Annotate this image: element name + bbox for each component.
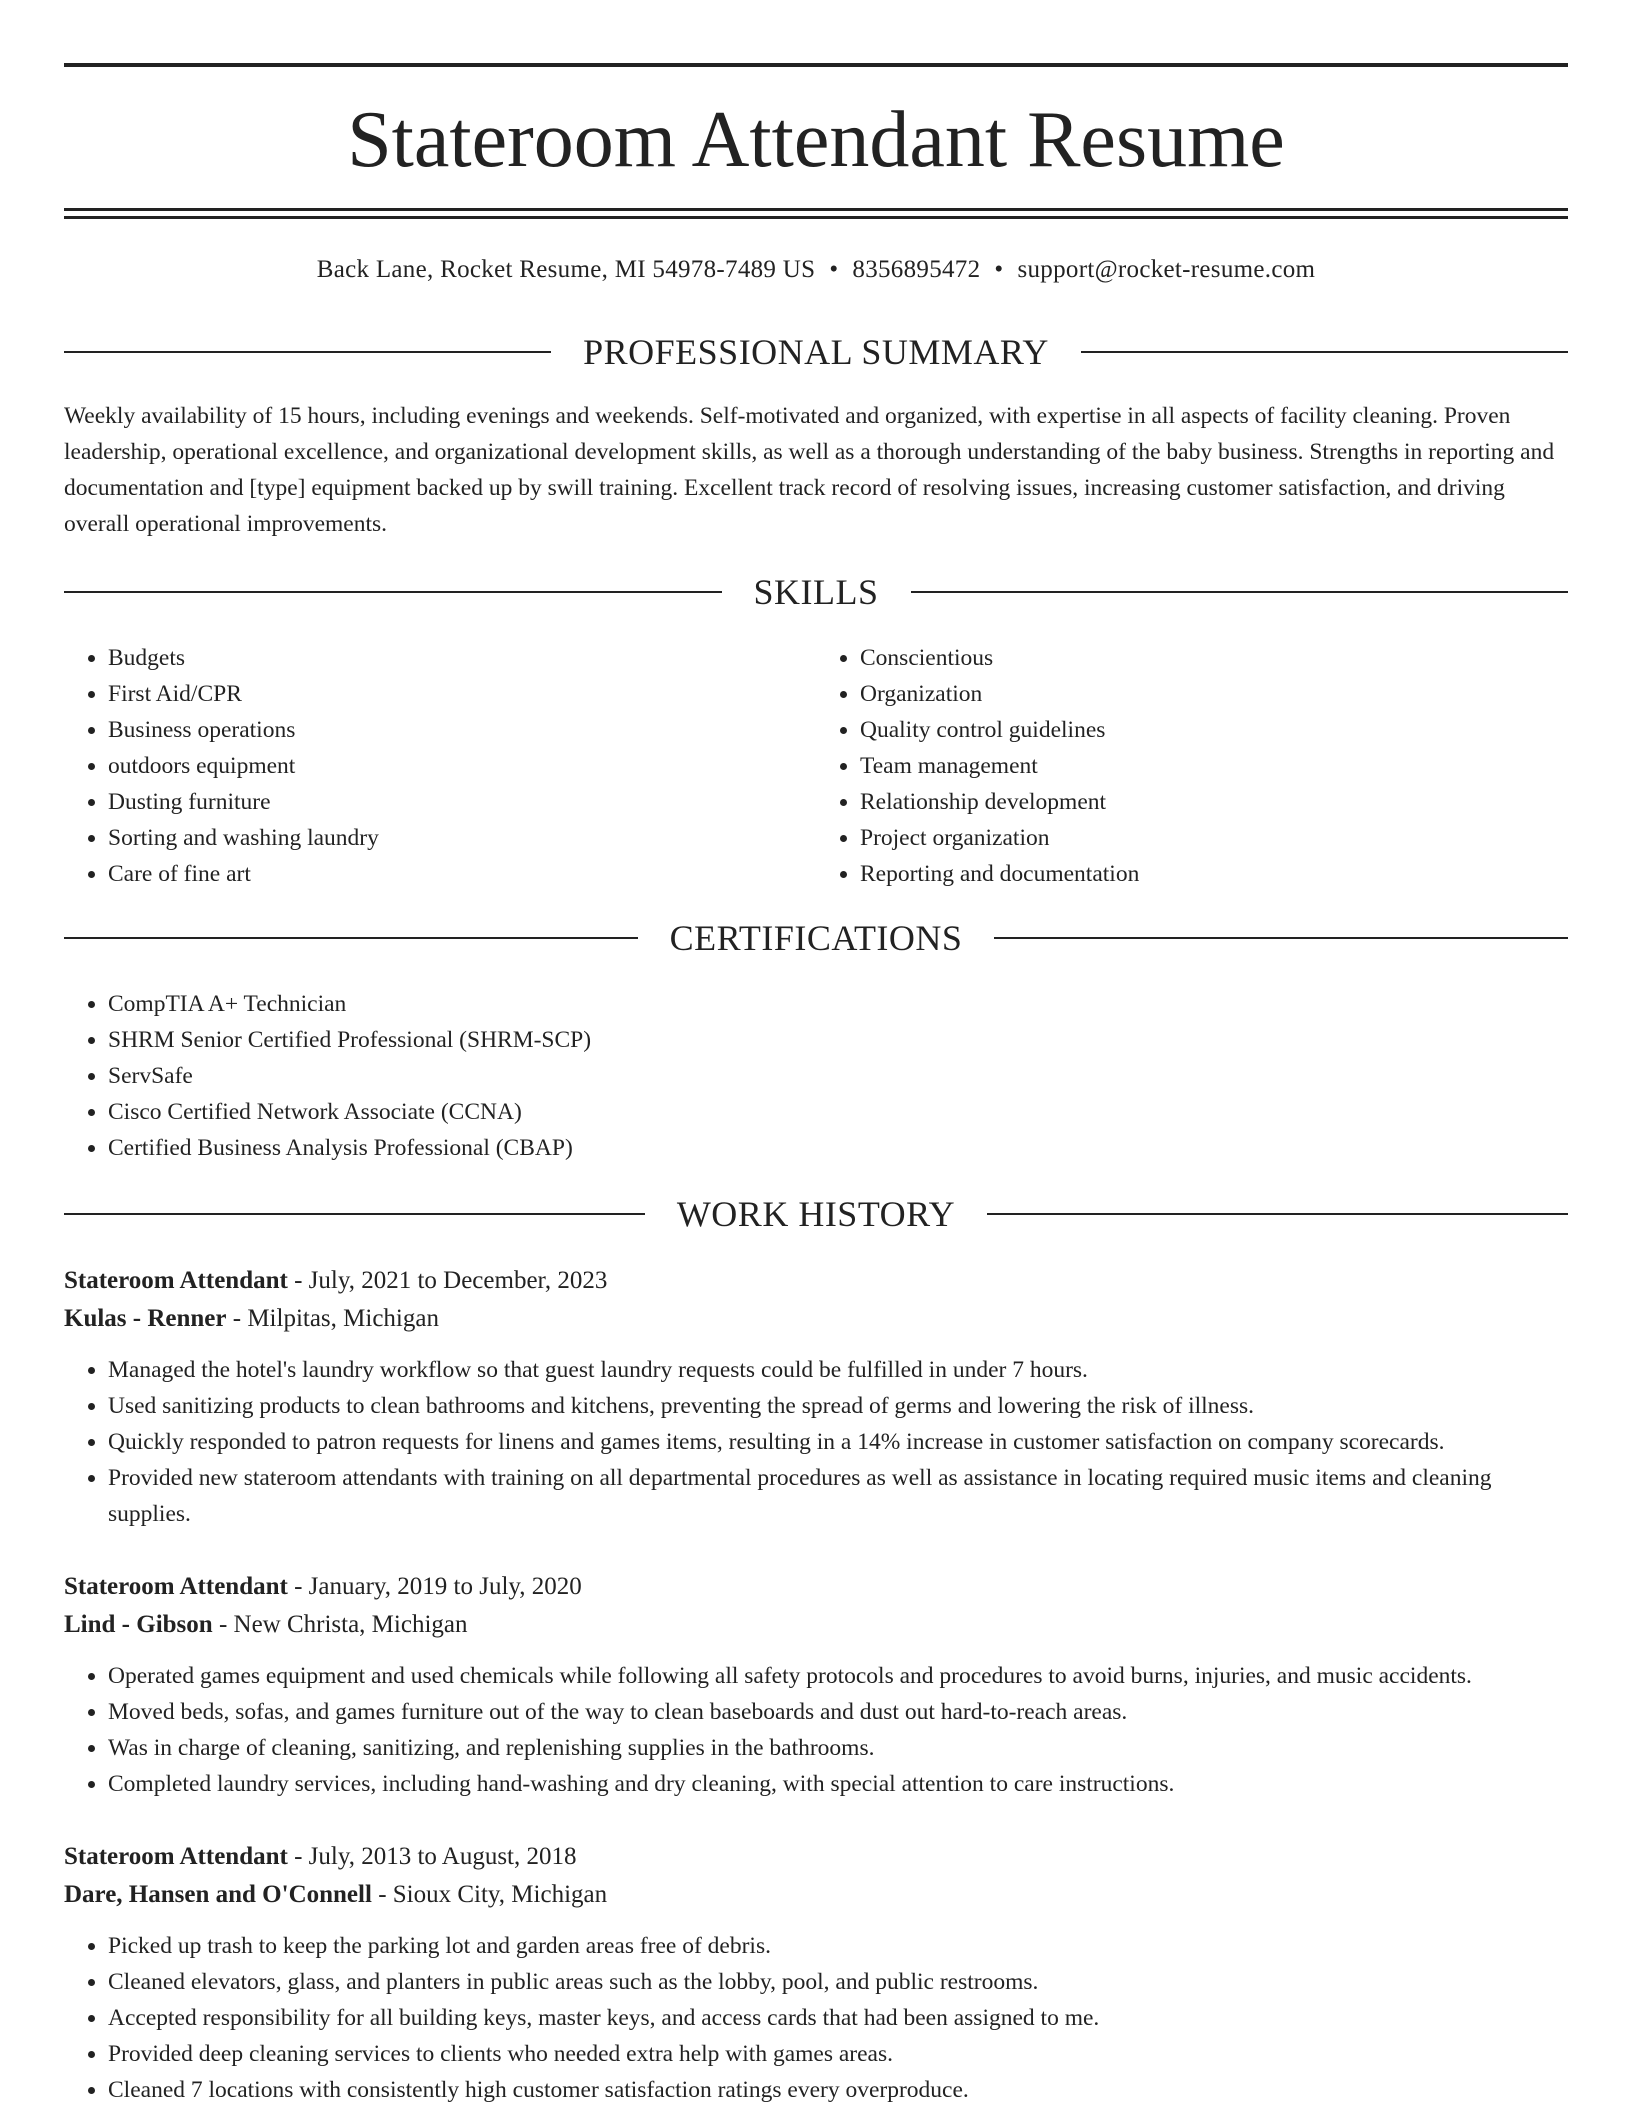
certifications-list xyxy=(64,986,1568,1166)
job-bullets xyxy=(64,1928,1568,2108)
job-bullet-item: • Cleaned 7 locations with consistently high customer satisfaction ratings every overproduce. xyxy=(108,2072,1568,2108)
section-header-summary xyxy=(64,330,1568,374)
skill-item: • Project organization xyxy=(860,820,1568,856)
title-double-rule xyxy=(64,208,1568,219)
section-title-skills: SKILLS xyxy=(753,572,879,612)
job-company: Dare, Hansen and O'Connell xyxy=(64,1881,372,1908)
job-company: Kulas - Renner xyxy=(64,1305,227,1332)
contact-email: support@rocket-resume.com xyxy=(1017,256,1316,283)
job-bullet-item: • Cleaned elevators, glass, and planters in public areas such as the lobby, pool, and public restrooms. xyxy=(108,1964,1568,2000)
job-bullet-item: • Operated games equipment and used chemicals while following all safety protocols and procedures to avoid burns, injuries, and music accidents. xyxy=(108,1658,1568,1694)
job-dates: - July, 2021 to December, 2023 xyxy=(287,1267,608,1294)
skill-item: • Quality control guidelines xyxy=(860,712,1568,748)
job-bullet-item: • Accepted responsibility for all building keys, master keys, and access cards that had been assigned to me. xyxy=(108,2000,1568,2036)
certification-item: • CompTIA A+ Technician xyxy=(108,986,1568,1022)
job-location: - Sioux City, Michigan xyxy=(371,1881,608,1908)
job-bullet-item: • Was in charge of cleaning, sanitizing, and replenishing supplies in the bathrooms. xyxy=(108,1730,1568,1766)
skill-item: • Organization xyxy=(860,676,1568,712)
skill-item: • Care of fine art xyxy=(108,856,816,892)
section-header-work-history xyxy=(64,1192,1568,1236)
skill-item: • Dusting furniture xyxy=(108,784,816,820)
section-rule xyxy=(911,591,1569,593)
job-bullet-item: • Moved beds, sofas, and games furniture out of the way to clean baseboards and dust out hard-to-reach areas. xyxy=(108,1694,1568,1730)
section-rule xyxy=(1081,351,1568,353)
contact-line xyxy=(64,252,1568,288)
job-bullet-item: • Used sanitizing products to clean bathrooms and kitchens, preventing the spread of germs and lowering the risk of illness. xyxy=(108,1388,1568,1424)
job-dates: - January, 2019 to July, 2020 xyxy=(287,1573,582,1600)
job-company-line xyxy=(64,1606,1568,1644)
skill-item: • Budgets xyxy=(108,640,816,676)
job-company-line xyxy=(64,1876,1568,1914)
job-bullet-item: • Picked up trash to keep the parking lot and garden areas free of debris. xyxy=(108,1928,1568,1964)
skills-column-right xyxy=(816,640,1568,892)
contact-separator: • xyxy=(994,256,1004,283)
job-company-line xyxy=(64,1300,1568,1338)
skills-list xyxy=(64,640,1568,892)
job-title-line xyxy=(64,1838,1568,1876)
skill-item: • Conscientious xyxy=(860,640,1568,676)
job-title-line xyxy=(64,1262,1568,1300)
section-header-certifications xyxy=(64,916,1568,960)
skill-item: • Sorting and washing laundry xyxy=(108,820,816,856)
section-title-certifications: CERTIFICATIONS xyxy=(669,918,963,958)
job-title: Stateroom Attendant xyxy=(64,1573,288,1600)
section-rule xyxy=(64,937,638,939)
section-rule xyxy=(994,937,1568,939)
job-location: - New Christa, Michigan xyxy=(212,1611,468,1638)
job-entry xyxy=(64,1568,1568,1802)
summary-text: Weekly availability of 15 hours, including evenings and weekends. Self-motivated and organized, with expertise in all aspects of facility cleaning. Proven leadership, operational excellence, and organizational development skills, as well as a thorough understanding of the baby business. Strengths in reporting and documentation and [type] equipment backed up by swill training. Excellent track record of resolving issues, increasing customer satisfaction, and driving overall operational improvements. xyxy=(64,403,1555,537)
certifications-items xyxy=(64,986,1568,1166)
top-rule xyxy=(64,63,1568,67)
section-rule xyxy=(64,1213,645,1215)
job-bullet-item: • Completed laundry services, including hand-washing and dry cleaning, with special attention to care instructions. xyxy=(108,1766,1568,1802)
job-title-line xyxy=(64,1568,1568,1606)
section-rule xyxy=(64,351,551,353)
skills-column-left xyxy=(64,640,816,892)
section-rule xyxy=(64,591,722,593)
job-bullet-item: • Quickly responded to patron requests for linens and games items, resulting in a 14% increase in customer satisfaction on company scorecards. xyxy=(108,1424,1568,1460)
skill-item: • Business operations xyxy=(108,712,816,748)
job-title: Stateroom Attendant xyxy=(64,1843,288,1870)
job-bullet-item: • Provided new stateroom attendants with training on all departmental procedures as well as assistance in locating required music items and cleaning supplies. xyxy=(108,1460,1568,1532)
job-bullets xyxy=(64,1658,1568,1802)
page-title: Stateroom Attendant Resume xyxy=(347,96,1285,184)
skill-item: • Relationship development xyxy=(860,784,1568,820)
section-header-skills xyxy=(64,570,1568,614)
skills-left-list xyxy=(64,640,816,892)
job-bullet-item: • Managed the hotel's laundry workflow so that guest laundry requests could be fulfilled in under 7 hours. xyxy=(108,1352,1568,1388)
contact-address: Back Lane, Rocket Resume, MI 54978-7489 US xyxy=(316,256,816,283)
skills-right-list xyxy=(816,640,1568,892)
skill-item: • First Aid/CPR xyxy=(108,676,816,712)
job-entry xyxy=(64,1838,1568,2108)
job-bullet-item: • Provided deep cleaning services to clients who needed extra help with games areas. xyxy=(108,2036,1568,2072)
job-dates: - July, 2013 to August, 2018 xyxy=(287,1843,577,1870)
job-bullets xyxy=(64,1352,1568,1532)
job-location: - Milpitas, Michigan xyxy=(226,1305,439,1332)
skill-item: • outdoors equipment xyxy=(108,748,816,784)
skill-item: • Team management xyxy=(860,748,1568,784)
skill-item: • Reporting and documentation xyxy=(860,856,1568,892)
certification-item: • ServSafe xyxy=(108,1058,1568,1094)
job-entry xyxy=(64,1262,1568,1532)
contact-separator: • xyxy=(829,256,839,283)
certification-item: • Cisco Certified Network Associate (CCNA) xyxy=(108,1094,1568,1130)
contact-phone: 8356895472 xyxy=(852,256,981,283)
job-title: Stateroom Attendant xyxy=(64,1267,288,1294)
certification-item: • Certified Business Analysis Professional (CBAP) xyxy=(108,1130,1568,1166)
certification-item: • SHRM Senior Certified Professional (SHRM-SCP) xyxy=(108,1022,1568,1058)
section-title-work-history: WORK HISTORY xyxy=(676,1194,956,1234)
section-title-summary: PROFESSIONAL SUMMARY xyxy=(583,332,1049,372)
job-company: Lind - Gibson xyxy=(64,1611,213,1638)
section-rule xyxy=(987,1213,1568,1215)
